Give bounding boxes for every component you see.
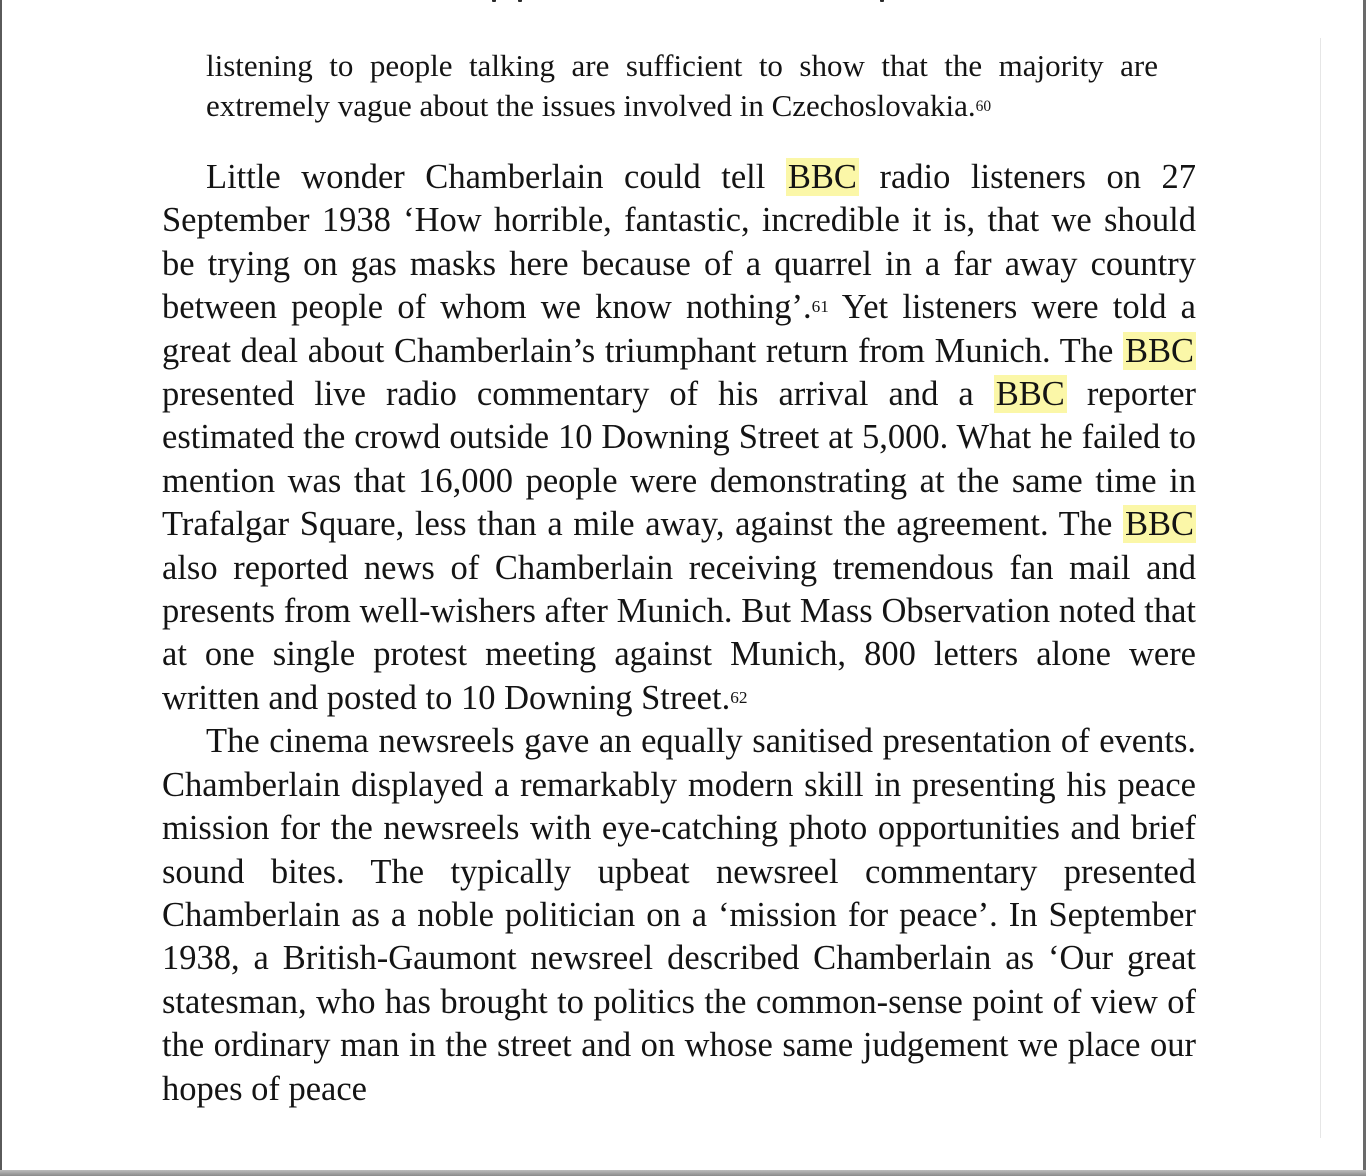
book-page: [162, 46, 1196, 1111]
page-right-edge: [1320, 38, 1321, 1138]
paragraph-text: Yet listeners were told a great deal about Chamberlain’s triumphant return from Munich. The: [162, 288, 1196, 370]
search-highlight[interactable]: BBC: [1124, 505, 1194, 544]
block-quote-text: listening to people talking are sufficient to show that the majority are extremely vague about the issues involved in Czechoslovakia.: [206, 48, 1158, 123]
paragraph-text: also reported news of Chamberlain receiving tremendous fan mail and presents from well-wishers after Munich. But Mass Observation noted that at one single protest meeting against Munich, 800 letters alone were written and posted to 10 Downing Street.: [162, 548, 1196, 717]
paragraph-bbc: [162, 156, 1196, 720]
paragraph-text: reporter estimated the crowd outside 10 Downing Street at 5,000. What he failed to mention was that 16,000 people were demonstrating at the same time in Trafalgar Square, less than a mile away, against the agreement. The: [162, 375, 1196, 544]
viewer-left-border: [0, 0, 2, 1176]
paragraph-text: Little wonder Chamberlain could tell: [206, 158, 786, 196]
search-highlight[interactable]: BBC: [995, 375, 1065, 414]
paragraph-text: presented live radio commentary of his arrival and a: [162, 375, 994, 414]
footnote-marker-62[interactable]: 62: [730, 687, 748, 707]
block-quote: [206, 46, 1158, 126]
search-highlight[interactable]: BBC: [1124, 331, 1194, 370]
search-highlight[interactable]: BBC: [787, 158, 857, 196]
footnote-marker-61[interactable]: 61: [811, 297, 829, 317]
viewer-bottom-border: [0, 1170, 1366, 1176]
footnote-marker-60[interactable]: 60: [975, 97, 992, 115]
cropped-previous-line: [160, 0, 1200, 8]
paragraph-text: radio listeners on 27 September 1938 ‘How horrible, fantastic, incredible it is, that we should be trying on gas masks here because of a quarrel in a far away country between people of whom we know nothing’.: [162, 158, 1196, 327]
paragraph-newsreels: The cinema newsreels gave an equally sanitised presentation of events. Chamberlain displayed a remarkably modern skill in presenting his peace mission for the newsreels with eye-catching photo opportunities and brief sound bites. The typically upbeat newsreel commentary presented Chamberlain as a noble politician on a ‘mission for peace’. In September 1938, a British-Gaumont newsreel described Chamberlain as ‘Our great statesman, who has brought to politics the common-sense point of view of the ordinary man in the street and on whose same judgement we place our hopes of peace: [162, 722, 1196, 1108]
